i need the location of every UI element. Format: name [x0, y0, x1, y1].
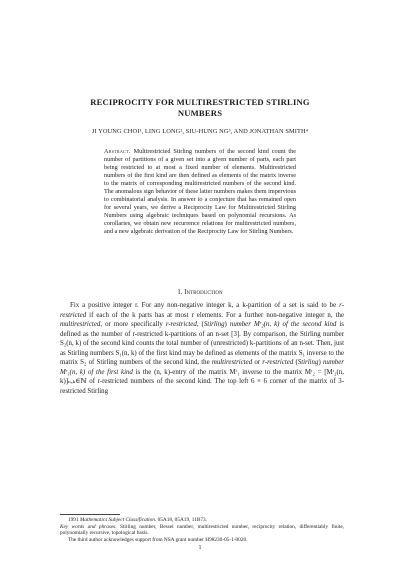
section-number: 1.	[177, 289, 183, 296]
footnotes	[60, 517, 344, 543]
footnote-span: 05A18, 05A19, 11B73.	[156, 517, 207, 523]
body-span: )	[224, 321, 230, 329]
footnote-support	[60, 537, 344, 544]
body-italic: r-restricted	[262, 359, 294, 367]
section-title: Introduction	[184, 289, 223, 296]
body-italic: Stirling	[203, 321, 225, 329]
footnote-span: Stirling number, Bessel number, multirestricted number, reciprocity relation, differentiably finite, polynomially recursive, topological basis.	[60, 523, 344, 537]
body-span: is the (n, k)-entry of the matrix Mʳ₁ inverse to the matrix Mʳ₂ = [Mʳ₂(n, k)]ₙ,ₖ∈ℕ of r-restricted numbers of the second kind. The top left 6 × 6 corner of the matrix of 3-restricted Stirling	[60, 368, 344, 395]
footnote-italic: Mathematics Subject Classification.	[79, 517, 157, 523]
footnote-span: The third author acknowledges support from NSA grant number H98230-05-1-0020.	[68, 536, 248, 543]
body-italic: multirestricted	[211, 359, 253, 367]
body-span: , or more specifically	[100, 321, 166, 329]
body-span: is defined as the number of r-restricted k-partitions of an n-set [3]. By comparison, the Stirling number S₂(n, k) of the second kind counts the total number of (unrestricted) k-partitions of an n-set. Then, just as Stirling numbers S₁(n, k) of the first kind may be defined as elements of the matrix S₁ inverse to the matrix S₂ of Stirling numbers of the second kind, the	[60, 321, 344, 367]
page-number: 1	[198, 545, 202, 551]
body-italic: number M	[229, 321, 260, 329]
abstract-label: Abstract.	[104, 148, 131, 155]
body-italic: r-restricted	[165, 321, 197, 329]
section-heading	[40, 288, 360, 297]
footnote-rule	[60, 514, 120, 515]
title-line-2: NUMBERS	[177, 108, 223, 118]
body-italic: number Mʳ₁(n, k) of the first kind	[60, 359, 344, 376]
body-italic: ʳ₂(n, k) of the second kind	[259, 321, 337, 329]
footnote-span: 1991	[68, 517, 80, 523]
title-line-1: RECIPROCITY FOR MULTIRESTRICTED STIRLING	[90, 97, 310, 107]
body-span: Fix a positive integer r. For any non-negative integer k, a k-partition of a set is said to be	[70, 302, 340, 309]
body-span: )	[318, 359, 323, 367]
body-italic: Stirling	[297, 359, 319, 367]
footnote-msc	[60, 517, 344, 524]
body-span: , (	[196, 321, 204, 329]
footnote-italic: Key words and phrases.	[60, 523, 117, 530]
paper-title	[60, 97, 340, 119]
body-span: or	[252, 359, 263, 367]
intro-paragraph	[60, 301, 344, 396]
abstract	[104, 148, 296, 237]
abstract-text: Multirestricted Stirling numbers of the second kind count the number of partitions of a given set into a given number of parts, each part being restricted to at most a fixed number of elements. Multirestricted numbers of the first kind are then defined as elements of the matrix inverse to the matrix of corresponding multirestricted numbers of the second kind. The anomalous sign behavior of these latter numbers makes them impervious to combinatorial analysis. In answer to a conjecture that has remained open for several years, we derive a Reciprocity Law for Multirestricted Stirling Numbers using algebraic techniques based on polynomial recursions. As corollaries, we obtain new recurrence relations for multirestricted numbers, and a new algebraic derivation of the Reciprocity Law for Stirling Numbers.	[104, 148, 296, 236]
body-italic: multirestricted	[60, 321, 101, 329]
body-span: if each of the k parts has at most r elements. For a further non-negative integer n, the	[86, 311, 344, 319]
author-list: JI YOUNG CHOI¹, LING LONG², SIU-HUNG NG³, AND JONATHAN SMITH⁴	[91, 128, 309, 135]
body-italic: r-restricted	[60, 302, 344, 319]
footnote-keywords	[60, 524, 344, 537]
body-span: (	[293, 359, 298, 367]
